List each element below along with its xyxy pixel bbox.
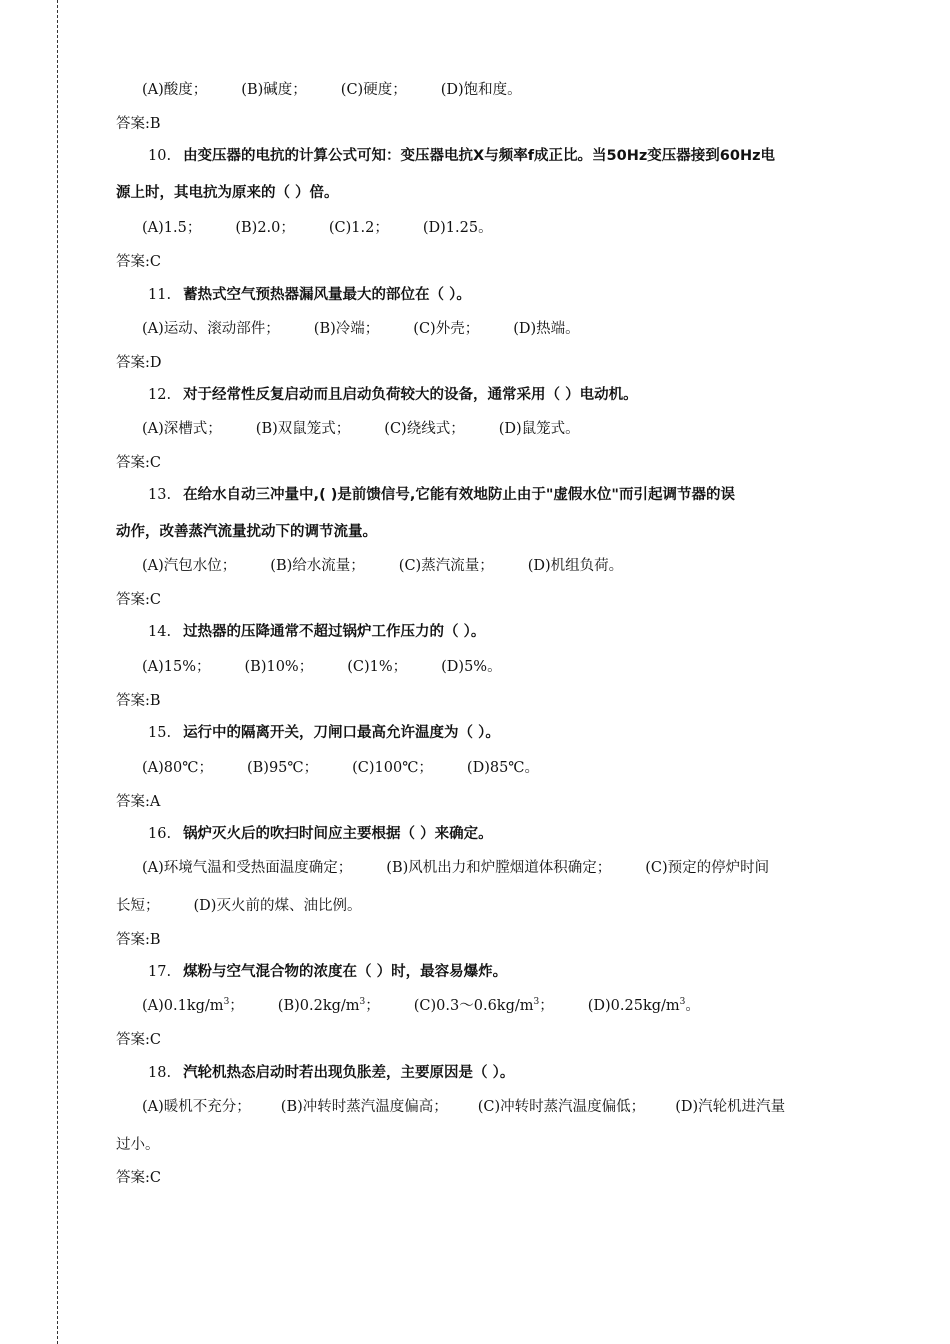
q17-option-d-text: (D)0.25kg/m: [587, 998, 680, 1014]
q11-option-c: (C)外壳；: [413, 321, 480, 337]
q14-options: [142, 657, 502, 677]
q14-option-c: (C)1%；: [347, 659, 408, 675]
q18-number: 18.: [148, 1065, 172, 1081]
q18-option-d-part1: (D)汽轮机进汽量: [675, 1099, 786, 1115]
q15-number: 15.: [148, 725, 172, 741]
q15-options: [142, 758, 539, 778]
q12-question: [148, 385, 638, 405]
q12-options: [142, 419, 580, 439]
q18-options-line2: [116, 1135, 160, 1155]
q17-option-d-suffix: 。: [685, 998, 700, 1014]
q18-answer: 答案:C: [116, 1170, 161, 1186]
q13-option-b: (B)给水流量；: [270, 558, 365, 574]
q11-options: [142, 319, 580, 339]
q17-option-d-sup: 3: [679, 997, 686, 1008]
q16-options-line2: [116, 896, 361, 916]
q17-option-a-suffix: ；: [229, 998, 244, 1014]
q14-option-b: (B)10%；: [244, 659, 314, 675]
q16-number: 16.: [148, 826, 172, 842]
q15-option-d: (D)85℃。: [466, 760, 540, 776]
q11-number: 11.: [148, 287, 172, 303]
q13-option-c: (C)蒸汽流量；: [398, 558, 494, 574]
q12-option-d: (D)鼠笼式。: [498, 421, 580, 437]
q15-option-b: (B)95℃；: [246, 760, 319, 776]
q11-question: [148, 285, 471, 305]
q13-question: [148, 485, 735, 505]
q17-text: 煤粉与空气混合物的浓度在（ ）时，最容易爆炸。: [183, 964, 508, 980]
q16-text: 锅炉灭火后的吹扫时间应主要根据（ ）来确定。: [183, 826, 493, 842]
q17-option-d: [588, 996, 700, 1016]
q18-option-a: (A)暖机不充分；: [142, 1099, 251, 1115]
q15-question: [148, 723, 500, 743]
q16-options-line1: [142, 858, 769, 878]
q17-question: [148, 962, 507, 982]
q17-options: [142, 996, 700, 1016]
q16-option-c-part2: 长短；: [116, 898, 160, 914]
q18-options-line1: [142, 1097, 785, 1117]
q10-options: [142, 218, 493, 238]
q15-text: 运行中的隔离开关，刀闸口最高允许温度为（ ）。: [183, 725, 500, 741]
q17-option-c-text: (C)0.3～0.6kg/m: [413, 998, 534, 1014]
q11-option-b: (B)冷端；: [313, 321, 380, 337]
q12-option-c: (C)绕线式；: [384, 421, 465, 437]
q17-option-b: [278, 996, 380, 1016]
q14-question: [148, 622, 485, 642]
q17-option-b-text: (B)0.2kg/m: [277, 998, 360, 1014]
q9-answer: 答案:B: [116, 116, 161, 132]
q10-question: [148, 146, 775, 166]
q18-option-c: (C)冲转时蒸汽温度偏低；: [477, 1099, 646, 1115]
q17-option-c-suffix: ；: [539, 998, 554, 1014]
q9-option-b: (B)碱度；: [241, 82, 307, 98]
q16-option-d: (D)灭火前的煤、油比例。: [193, 898, 362, 914]
q16-option-b: (B)风机出力和炉膛烟道体积确定；: [386, 860, 612, 876]
q17-option-a-text: (A)0.1kg/m: [142, 998, 224, 1014]
q14-option-d: (D)5%。: [441, 659, 502, 675]
q10-option-a: (A)1.5；: [142, 220, 202, 236]
q15-answer: 答案:A: [116, 794, 161, 810]
q10-text-line1: 由变压器的电抗的计算公式可知：变压器电抗X与频率f成正比。当50Hz变压器接到60Hz电: [183, 148, 776, 164]
q9-option-c: (C)硬度；: [340, 82, 407, 98]
q16-answer: 答案:B: [116, 932, 161, 948]
q18-question: [148, 1063, 514, 1083]
q13-option-d: (D)机组负荷。: [527, 558, 624, 574]
q10-answer: 答案:C: [116, 254, 161, 270]
q18-text: 汽轮机热态启动时若出现负胀差，主要原因是（ ）。: [183, 1065, 515, 1081]
q13-options: [142, 556, 623, 576]
q12-answer: 答案:C: [116, 455, 161, 471]
q17-option-c: [414, 996, 554, 1016]
q10-text-line2: 源上时，其电抗为原来的（ ）倍。: [116, 185, 339, 201]
q17-option-a-sup: 3: [223, 997, 230, 1008]
q10-option-d: (D)1.25。: [422, 220, 493, 236]
q18-option-d-part2: 过小。: [116, 1137, 160, 1153]
q17-option-b-sup: 3: [359, 997, 366, 1008]
q9-options: [142, 80, 522, 100]
q13-text-line2: 动作，改善蒸汽流量扰动下的调节流量。: [116, 524, 377, 540]
q11-option-a: (A)运动、滚动部件；: [142, 321, 280, 337]
q10-number: 10.: [148, 148, 172, 164]
q13-text-line1: 在给水自动三冲量中,( )是前馈信号,它能有效地防止由于"虚假水位"而引起调节器的误: [183, 487, 735, 503]
q14-number: 14.: [148, 624, 172, 640]
q17-answer: 答案:C: [116, 1032, 161, 1048]
q15-option-a: (A)80℃；: [142, 760, 213, 776]
q14-option-a: (A)15%；: [142, 659, 211, 675]
q12-option-b: (B)双鼠笼式；: [255, 421, 351, 437]
q16-question: [148, 824, 493, 844]
q11-option-d: (D)热端。: [513, 321, 580, 337]
q17-option-a: [142, 996, 244, 1016]
q17-option-c-sup: 3: [533, 997, 540, 1008]
q12-option-a: (A)深槽式；: [142, 421, 222, 437]
q9-option-d: (D)饱和度。: [440, 82, 522, 98]
q12-number: 12.: [148, 387, 172, 403]
q16-option-a: (A)环境气温和受热面温度确定；: [142, 860, 353, 876]
q11-answer: 答案:D: [116, 355, 162, 371]
q13-number: 13.: [148, 487, 172, 503]
q12-text: 对于经常性反复启动而且启动负荷较大的设备，通常采用（ ）电动机。: [183, 387, 638, 403]
q17-number: 17.: [148, 964, 172, 980]
q17-option-b-suffix: ；: [365, 998, 380, 1014]
q15-option-c: (C)100℃；: [352, 760, 433, 776]
q9-option-a: (A)酸度；: [142, 82, 208, 98]
q10-option-b: (B)2.0；: [235, 220, 295, 236]
q14-answer: 答案:B: [116, 693, 161, 709]
q16-option-c-part1: (C)预定的停炉时间: [645, 860, 770, 876]
q10-option-c: (C)1.2；: [328, 220, 389, 236]
q14-text: 过热器的压降通常不超过锅炉工作压力的（ ）。: [183, 624, 486, 640]
q11-text: 蓄热式空气预热器漏风量最大的部位在（ ）。: [183, 287, 471, 303]
q18-option-b: (B)冲转时蒸汽温度偏高；: [280, 1099, 448, 1115]
q13-option-a: (A)汽包水位；: [142, 558, 237, 574]
q13-answer: 答案:C: [116, 592, 161, 608]
